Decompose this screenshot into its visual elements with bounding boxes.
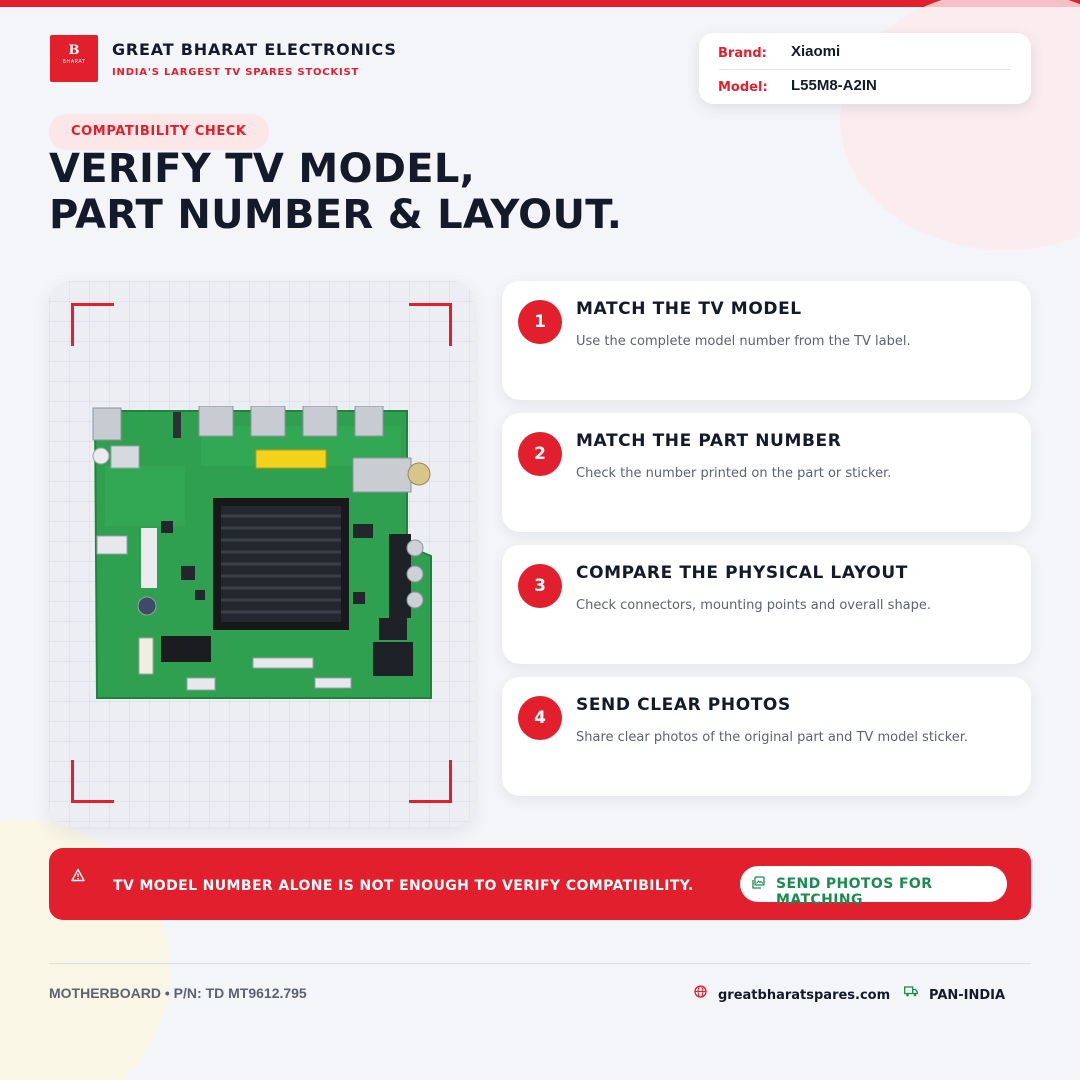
frame-corner: [409, 760, 452, 803]
step-number-badge: 4: [518, 696, 562, 740]
product-image-card: [49, 281, 474, 827]
brand-logo: [50, 35, 98, 82]
step-title: MATCH THE TV MODEL: [576, 299, 802, 319]
brand-tagline: INDIA'S LARGEST TV SPARES STOCKIST: [112, 67, 360, 78]
model-value: L55M8-A2IN: [791, 77, 877, 94]
headline-line-1: VERIFY TV MODEL,: [49, 146, 476, 192]
step-card-2: [502, 413, 1031, 532]
frame-corner: [409, 303, 452, 346]
part-number-text: MOTHERBOARD • P/N: TD MT9612.795: [49, 985, 307, 1001]
step-title: SEND CLEAR PHOTOS: [576, 695, 791, 715]
truck-icon: [904, 986, 918, 997]
send-photos-button[interactable]: [740, 866, 1007, 908]
step-title: MATCH THE PART NUMBER: [576, 431, 842, 451]
warning-text: TV MODEL NUMBER ALONE IS NOT ENOUGH TO VERIFY COMPATIBILITY.: [113, 878, 694, 894]
step-number-badge: 2: [518, 432, 562, 476]
model-label: Model:: [718, 80, 768, 95]
product-info-card: [699, 33, 1031, 104]
step-description: Use the complete model number from the TV label.: [576, 334, 911, 349]
step-card-4: [502, 677, 1031, 796]
compatibility-pill: COMPATIBILITY CHECK: [49, 114, 269, 150]
logo-letter: B: [68, 43, 80, 58]
info-divider: [719, 69, 1011, 70]
step-description: Check connectors, mounting points and overall shape.: [576, 598, 932, 613]
headline-line-2: PART NUMBER & LAYOUT.: [49, 192, 623, 238]
brand-name: GREAT BHARAT ELECTRONICS: [112, 40, 397, 59]
warning-banner: [49, 848, 1031, 920]
top-accent-bar: [0, 0, 1080, 7]
brand-value: Xiaomi: [791, 43, 841, 60]
step-description: Share clear photos of the original part and TV model sticker.: [576, 730, 969, 745]
step-card-3: [502, 545, 1031, 664]
frame-corner: [71, 760, 114, 803]
frame-corner: [71, 303, 114, 346]
shipping-text: PAN-INDIA: [929, 988, 1006, 1003]
website-link[interactable]: greatbharatspares.com: [718, 988, 891, 1003]
brand-label: Brand:: [718, 46, 767, 61]
step-card-1: [502, 281, 1031, 400]
logo-text: BHARAT: [62, 59, 86, 65]
step-number-badge: 1: [518, 300, 562, 344]
send-photos-label: SEND PHOTOS FOR MATCHING: [776, 876, 933, 908]
step-number-badge: 3: [518, 564, 562, 608]
globe-icon: [694, 985, 707, 998]
footer-divider: [49, 963, 1031, 964]
step-title: COMPARE THE PHYSICAL LAYOUT: [576, 563, 908, 583]
step-description: Check the number printed on the part or sticker.: [576, 466, 892, 481]
motherboard-image: [91, 406, 441, 701]
photos-icon: [752, 876, 765, 889]
warning-icon: [71, 868, 85, 882]
page-title: [49, 146, 622, 238]
